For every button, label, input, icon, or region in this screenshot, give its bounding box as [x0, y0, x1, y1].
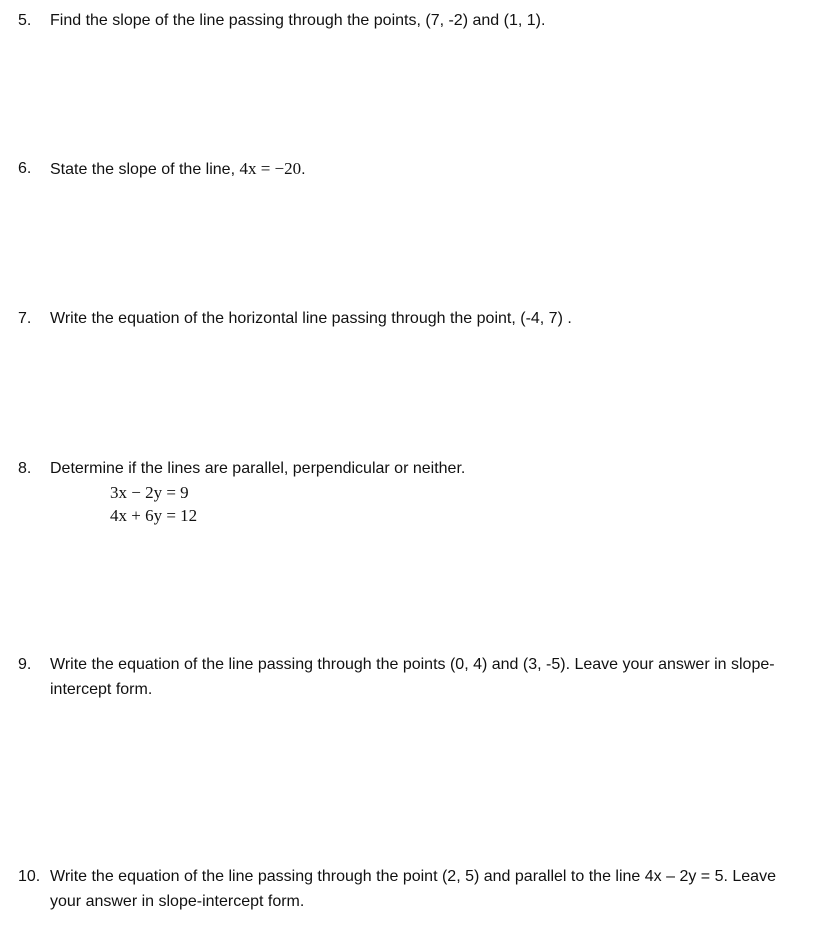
- question-number: 5.: [18, 12, 32, 29]
- question-10: [18, 864, 808, 914]
- equation-1: 3x − 2y = 9: [110, 483, 189, 502]
- question-9: [18, 652, 808, 702]
- question-text: Write the equation of the line passing through the point (2, 5) and parallel to the line 4x – 2y = 5. Leave your answer in slope-intercept form.: [50, 868, 776, 910]
- question-text: State the slope of the line,: [50, 161, 236, 178]
- question-text-line: [50, 156, 808, 182]
- question-number: 7.: [18, 310, 32, 327]
- question-number: 8.: [18, 460, 32, 477]
- question-6: [18, 156, 808, 182]
- question-8: [18, 456, 808, 527]
- question-text: Find the slope of the line passing through the points, (7, -2) and (1, 1).: [50, 12, 546, 29]
- equation-2: 4x + 6y = 12: [110, 506, 198, 525]
- question-number: 10.: [18, 868, 41, 885]
- question-5: [18, 8, 808, 33]
- equation-system: [110, 481, 808, 527]
- question-text: Determine if the lines are parallel, perpendicular or neither.: [50, 460, 466, 477]
- question-suffix: .: [301, 161, 306, 178]
- question-number: 9.: [18, 656, 32, 673]
- question-text: Write the equation of the horizontal line passing through the point, (-4, 7) .: [50, 310, 572, 327]
- question-text: Write the equation of the line passing through the points (0, 4) and (3, -5). Leave your answer in slope-intercept form.: [50, 656, 775, 698]
- question-math: 4x = −20: [239, 159, 302, 178]
- question-number: 6.: [18, 160, 32, 177]
- question-7: [18, 306, 808, 331]
